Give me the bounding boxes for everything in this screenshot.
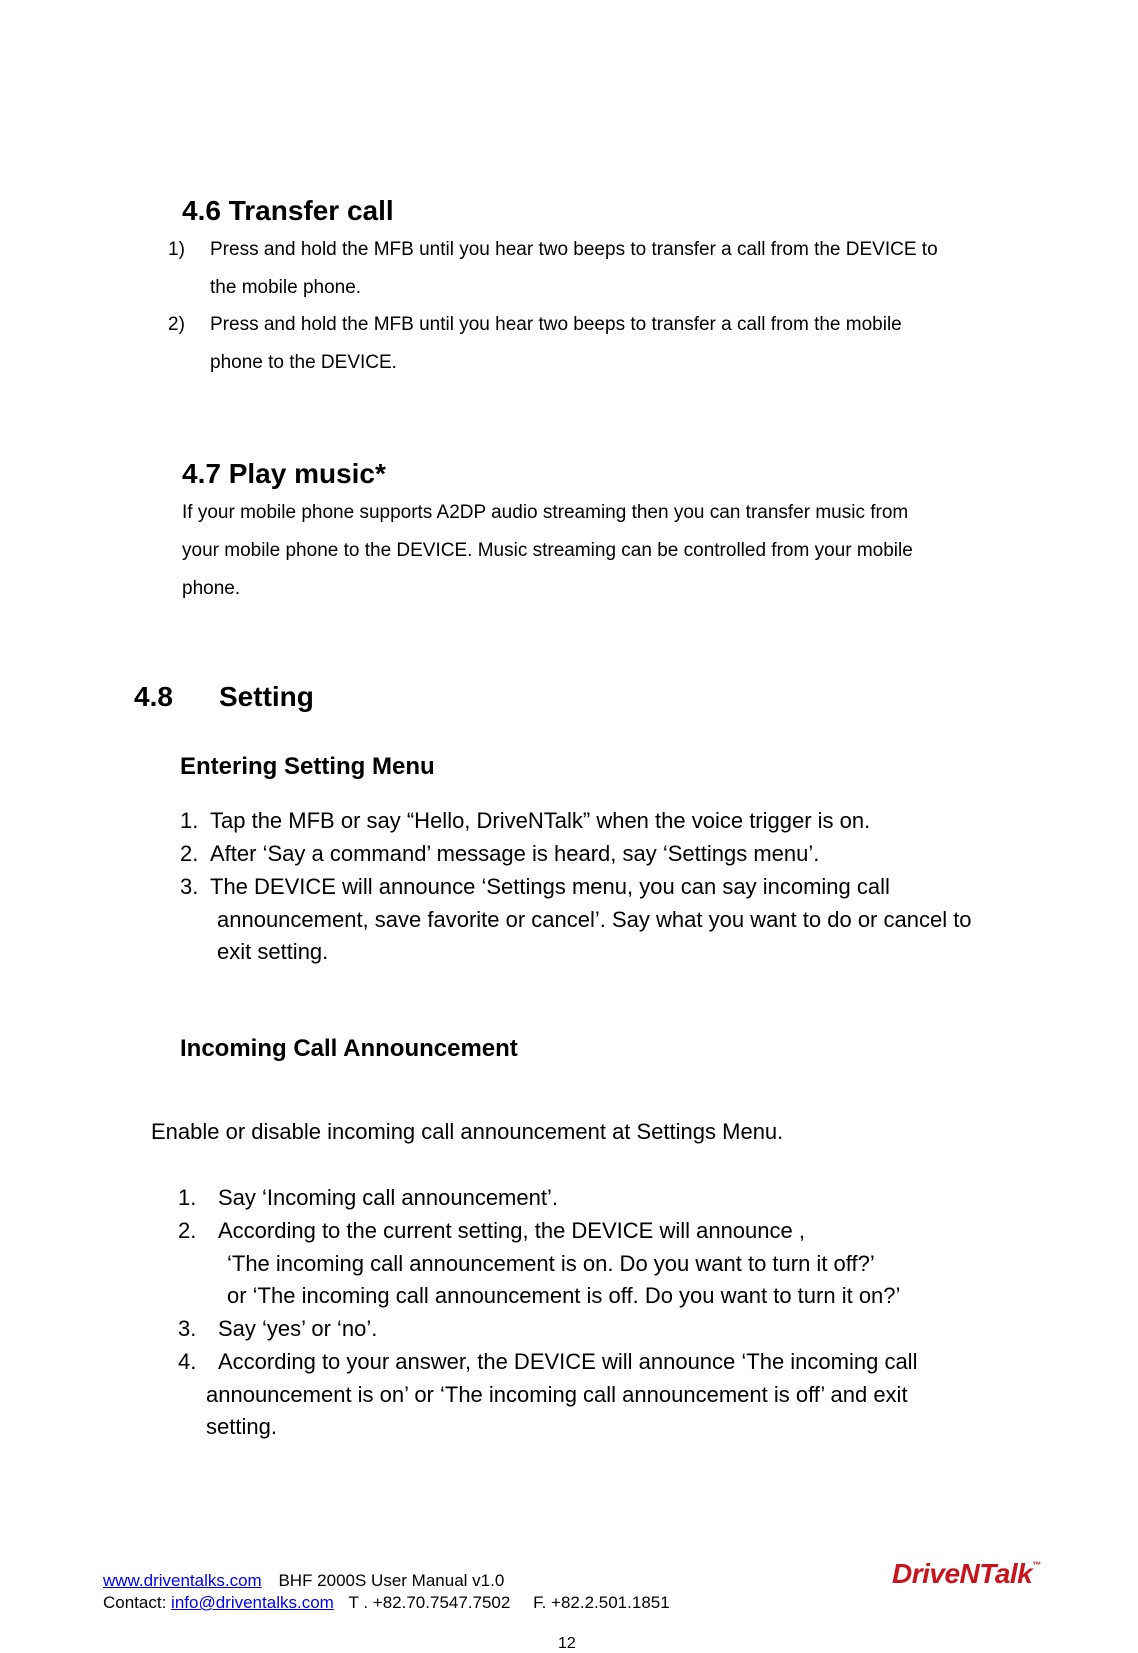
incoming-intro: Enable or disable incoming call announcement at Settings Menu. xyxy=(151,1119,784,1144)
list-item-text: ‘The incoming call announcement is on. Do you want to turn it off?’ xyxy=(227,1251,875,1276)
entering-setting-heading: Entering Setting Menu xyxy=(180,753,435,780)
section-4-6-title: 4.6 Transfer call xyxy=(182,195,394,226)
list-marker: 2. xyxy=(178,1218,197,1243)
list-item-text: After ‘Say a command’ message is heard, say ‘Settings menu’. xyxy=(210,841,820,866)
driventalk-logo xyxy=(892,1558,1041,1590)
list-marker: 1) xyxy=(168,239,185,260)
logo-text: DriveNTalk xyxy=(892,1558,1033,1589)
manual-version: BHF 2000S User Manual v1.0 xyxy=(278,1571,505,1590)
list-marker: 3. xyxy=(178,1316,197,1341)
footer-line-1 xyxy=(103,1571,504,1591)
list-item-text: Say ‘Incoming call announcement’. xyxy=(218,1185,558,1210)
paragraph-line: phone. xyxy=(182,578,241,599)
list-marker: 2. xyxy=(180,841,199,866)
fax-number: F. +82.2.501.1851 xyxy=(533,1593,670,1612)
list-marker: 1. xyxy=(180,808,199,833)
paragraph-line: If your mobile phone supports A2DP audio streaming then you can transfer music from xyxy=(182,502,909,523)
list-item-text: announcement is on’ or ‘The incoming call announcement is off’ and exit xyxy=(206,1382,908,1407)
list-item-text: Press and hold the MFB until you hear two beeps to transfer a call from the mobile xyxy=(210,314,902,335)
list-marker: 4. xyxy=(178,1349,197,1374)
phone-number: T . +82.70.7547.7502 xyxy=(348,1593,511,1612)
list-item-text: Say ‘yes’ or ‘no’. xyxy=(218,1316,378,1341)
incoming-call-heading: Incoming Call Announcement xyxy=(180,1035,518,1062)
email-link[interactable]: info@driventalks.com xyxy=(171,1593,334,1612)
website-link[interactable]: www.driventalks.com xyxy=(103,1571,262,1590)
list-marker: 1. xyxy=(178,1185,197,1210)
list-item-text: announcement, save favorite or cancel’. Say what you want to do or cancel to xyxy=(217,907,972,932)
page-number: 12 xyxy=(558,1635,576,1652)
list-item-text: or ‘The incoming call announcement is off. Do you want to turn it on?’ xyxy=(227,1283,901,1308)
footer-line-2 xyxy=(103,1593,670,1613)
list-item-text: phone to the DEVICE. xyxy=(210,352,397,373)
list-marker: 2) xyxy=(168,314,185,335)
list-marker: 3. xyxy=(180,874,199,899)
list-item-text: exit setting. xyxy=(217,939,329,964)
contact-label: Contact: xyxy=(103,1593,167,1612)
list-item-text: Tap the MFB or say “Hello, DriveNTalk” when the voice trigger is on. xyxy=(210,808,871,833)
list-item-text: Press and hold the MFB until you hear two beeps to transfer a call from the DEVICE to xyxy=(210,239,938,260)
list-item-text: The DEVICE will announce ‘Settings menu, you can say incoming call xyxy=(210,874,890,899)
list-item-text: the mobile phone. xyxy=(210,277,362,298)
section-4-7-title: 4.7 Play music* xyxy=(182,458,386,489)
list-item-text: According to your answer, the DEVICE will announce ‘The incoming call xyxy=(218,1349,918,1374)
list-item-text: According to the current setting, the DEVICE will announce , xyxy=(218,1218,805,1243)
paragraph-line: your mobile phone to the DEVICE. Music streaming can be controlled from your mobile xyxy=(182,540,913,561)
logo-trademark: ™ xyxy=(1032,1560,1041,1570)
list-item-text: setting. xyxy=(206,1414,277,1439)
section-4-8-title: Setting xyxy=(219,681,314,712)
section-4-8-number: 4.8 xyxy=(134,681,173,712)
